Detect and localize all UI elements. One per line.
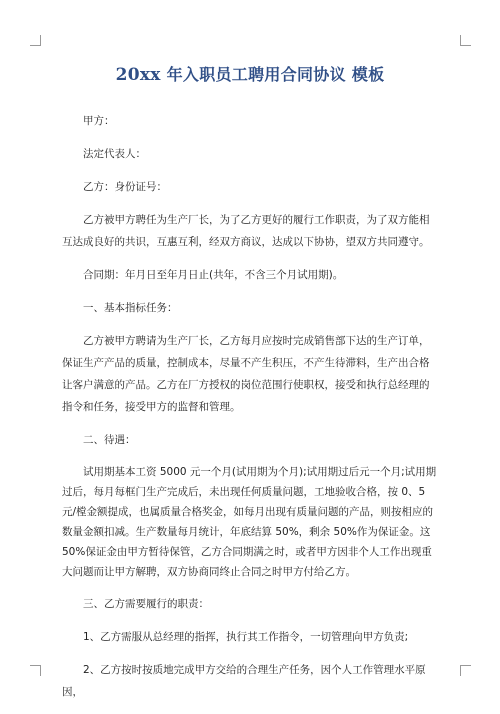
paragraph: 乙方被甲方聘请为生产厂长，乙方每月应按时完成销售部下达的生产订单，保证生产产品的质量，控制成本，尽量不产生积压，不产生待滞料，生产出合格让客户满意的产品。乙方在厂方授权的岗位范围行使职权，接受和执行总经理的指令和任务，接受甲方的监督和管理。 (62, 335, 430, 413)
paragraph: 乙方被甲方聘任为生产厂长，为了乙方更好的履行工作职责，为了双方能相互达成良好的共识，互惠互利，经双方商议，达成以下协协，望双方共同遵守。 (62, 214, 430, 248)
crop-mark-bottom-left (30, 665, 41, 676)
crop-mark-top-right (460, 35, 471, 46)
paragraph: 一、基本指标任务： (83, 302, 178, 314)
paragraph: 三、乙方需要履行的职责： (83, 598, 209, 610)
title-year: 20xx (115, 65, 161, 85)
paragraph: 1、乙方需服从总经理的指挥，执行其工作指令，一切管理向甲方负责; (83, 631, 409, 643)
paragraph: 乙方：身份证号： (83, 181, 167, 193)
paragraph: 2、乙方按时按质地完成甲方交给的合理生产任务，因个人工作管理水平原因， (62, 664, 426, 698)
crop-mark-bottom-right (460, 665, 471, 676)
paragraph: 法定代表人： (83, 148, 146, 160)
paragraph: 二、待遇： (83, 434, 136, 446)
paragraph: 试用期基本工资 5000 元一个月(试用期为个月);试用期过后元一个月;试用期过后，每月每框门生产完成后，未出现任何质量问题，工地验收合格，按 0、5 元/樘金额提成，也属质量合格奖金，如每月出现有质量问题的产品，则按相应的数量金额扣减。生产数量每月统计，年底结算 50%，剩余 50%作为保证金。这 50%保证金由甲方暂待保管，乙方合同期满之时，或者甲方因非个人工作出现重大问题而让甲方解聘，双方协商同终止合同之时甲方付给乙方。 (62, 466, 437, 578)
document-title (0, 62, 500, 85)
paragraph: 合同期：年月日至年月日止(共年，不含三个月试用期)。 (83, 269, 344, 281)
paragraph: 甲方： (83, 115, 115, 127)
title-text: 年入职员工聘用合同协议 模板 (160, 65, 385, 84)
crop-mark-top-left (30, 35, 41, 46)
document-body (62, 110, 438, 714)
